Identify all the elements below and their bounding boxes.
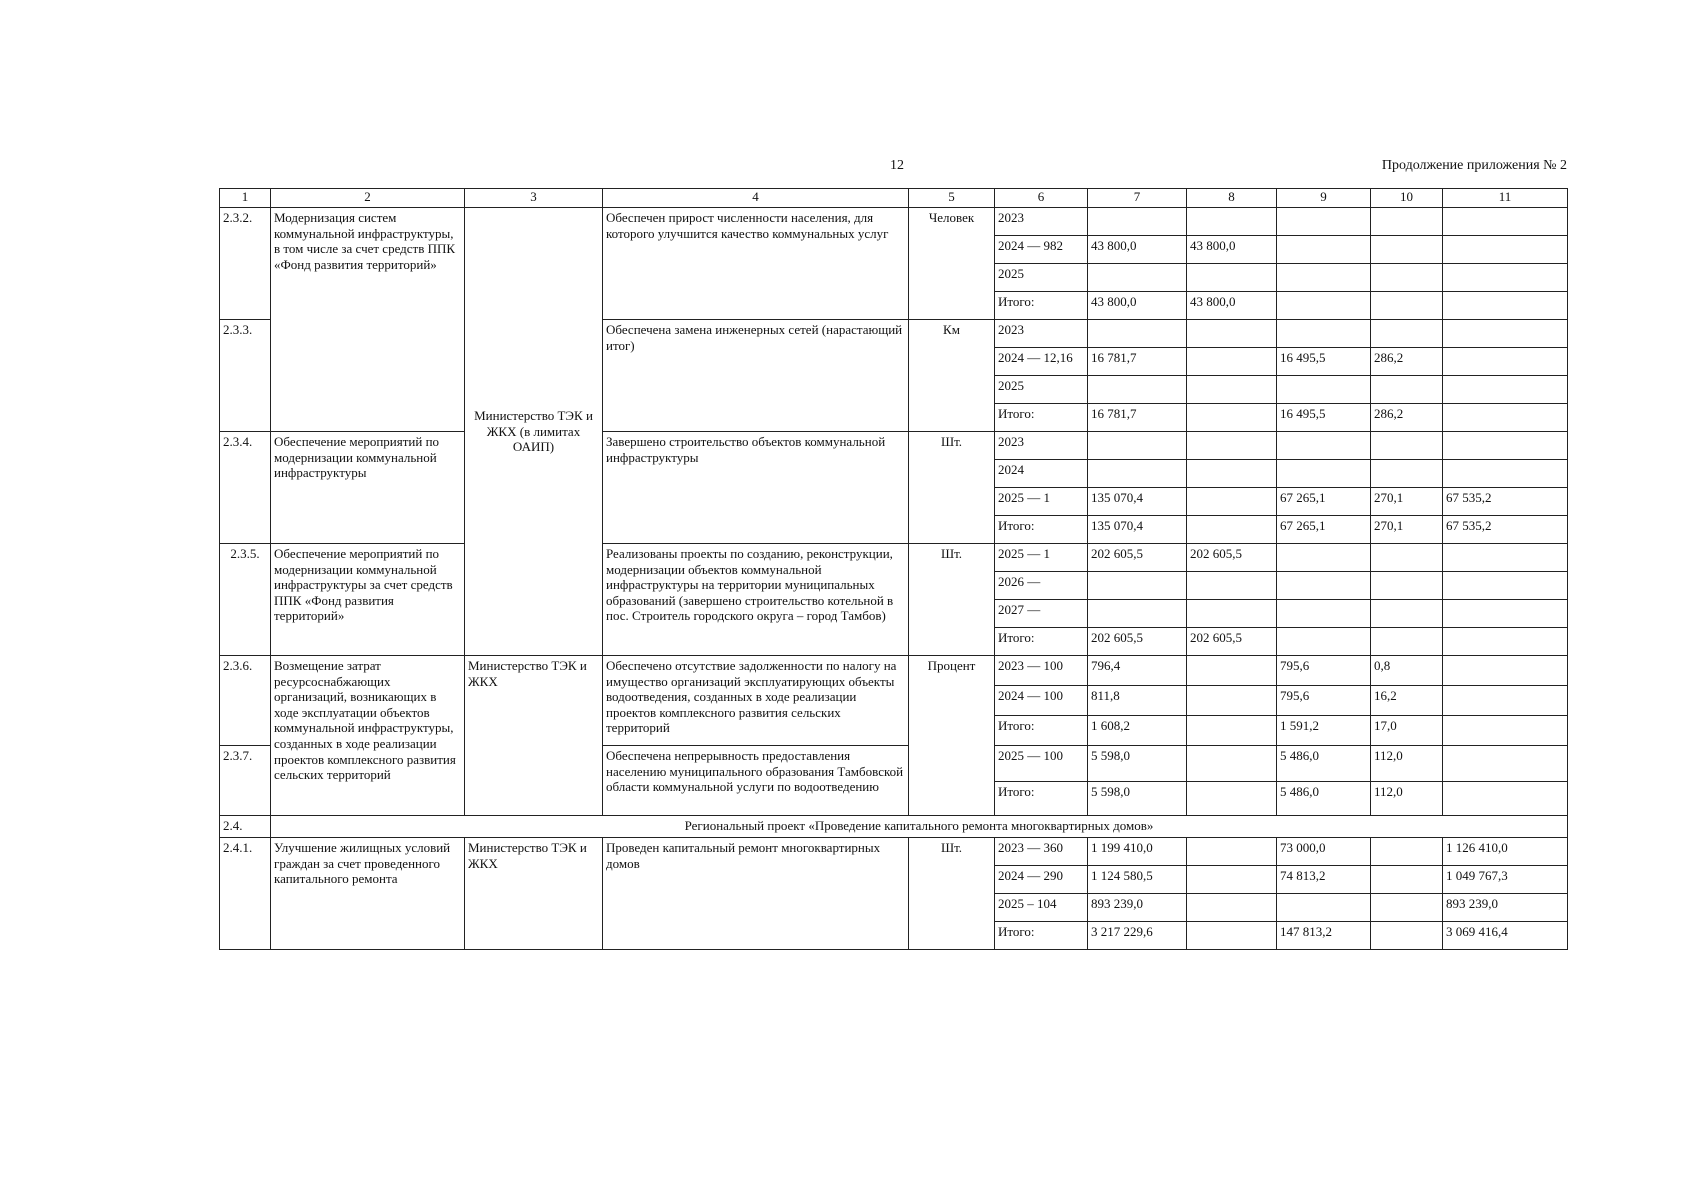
year-value: 2024 — 100: [995, 686, 1088, 716]
table-cell: [1371, 376, 1443, 404]
table-cell: [1371, 236, 1443, 264]
table-cell: [1187, 208, 1277, 236]
column-header: 6: [995, 189, 1088, 208]
table-cell: 811,8: [1088, 686, 1187, 716]
table-row: [220, 838, 1568, 866]
table-cell: 67 265,1: [1277, 516, 1371, 544]
table-cell: 5 598,0: [1088, 746, 1187, 782]
table-cell: 1 608,2: [1088, 716, 1187, 746]
table-cell: [1371, 866, 1443, 894]
row-number: 2.3.5.: [220, 544, 271, 656]
table-cell: 16,2: [1371, 686, 1443, 716]
table-cell: [1187, 264, 1277, 292]
table-cell: 147 813,2: [1277, 922, 1371, 950]
year-value: 2023: [995, 208, 1088, 236]
table-cell: 73 000,0: [1277, 838, 1371, 866]
table-cell: [1277, 572, 1371, 600]
table-cell: 135 070,4: [1088, 516, 1187, 544]
table-cell: 67 535,2: [1443, 488, 1568, 516]
table-cell: [1277, 208, 1371, 236]
table-cell: [1187, 404, 1277, 432]
table-cell: [1187, 348, 1277, 376]
table-cell: 67 265,1: [1277, 488, 1371, 516]
table-cell: [1371, 292, 1443, 320]
table-cell: 43 800,0: [1088, 236, 1187, 264]
table-cell: [1187, 746, 1277, 782]
unit: Шт.: [909, 838, 995, 950]
table-cell: [1088, 320, 1187, 348]
table-cell: [1088, 264, 1187, 292]
table-cell: [1187, 922, 1277, 950]
row-number: 2.3.7.: [220, 746, 271, 816]
result-description: Обеспечена замена инженерных сетей (нарастающий итог): [603, 320, 909, 432]
year-value: 2024: [995, 460, 1088, 488]
table-cell: [1187, 516, 1277, 544]
unit: Процент: [909, 656, 995, 816]
table-cell: [1443, 432, 1568, 460]
table-cell: 1 124 580,5: [1088, 866, 1187, 894]
table-cell: [1088, 208, 1187, 236]
table-cell: [1088, 376, 1187, 404]
measure-name: Возмещение затрат ресурсоснабжающих организаций, возникающих в ходе эксплуатации объектов коммунальной инфраструктуры, созданных в ходе реализации проектов комплексного развития сельских территорий: [271, 656, 465, 816]
table-cell: [1277, 600, 1371, 628]
table-cell: [1371, 628, 1443, 656]
row-number: 2.3.3.: [220, 320, 271, 432]
row-number: 2.3.2.: [220, 208, 271, 320]
table-cell: 16 781,7: [1088, 404, 1187, 432]
table-cell: 286,2: [1371, 404, 1443, 432]
table-cell: [1443, 746, 1568, 782]
table-cell: [1277, 376, 1371, 404]
year-value: 2024 — 982: [995, 236, 1088, 264]
row-number: 2.3.6.: [220, 656, 271, 746]
unit: Шт.: [909, 544, 995, 656]
table-cell: [1443, 460, 1568, 488]
table-cell: 112,0: [1371, 746, 1443, 782]
table-cell: 796,4: [1088, 656, 1187, 686]
table-cell: [1277, 894, 1371, 922]
table-cell: 67 535,2: [1443, 516, 1568, 544]
column-header: 11: [1443, 189, 1568, 208]
table-cell: [1187, 460, 1277, 488]
column-header: 4: [603, 189, 909, 208]
table-cell: [1187, 376, 1277, 404]
year-value: Итого:: [995, 782, 1088, 816]
column-header: 2: [271, 189, 465, 208]
table-cell: 5 486,0: [1277, 746, 1371, 782]
table-cell: [1443, 348, 1568, 376]
table-cell: [1187, 838, 1277, 866]
table-cell: 270,1: [1371, 516, 1443, 544]
result-description: Реализованы проекты по созданию, реконструкции, модернизации объектов коммунальной инфраструктуры на территории муниципальных образований (завершено строительство котельной в пос. Строитель городского округа – город Тамбов): [603, 544, 909, 656]
table-cell: [1443, 572, 1568, 600]
table-cell: [1088, 460, 1187, 488]
year-value: 2023: [995, 432, 1088, 460]
table-cell: [1187, 866, 1277, 894]
table-cell: [1187, 600, 1277, 628]
table-cell: [1187, 488, 1277, 516]
table-cell: 3 217 229,6: [1088, 922, 1187, 950]
table-cell: 1 126 410,0: [1443, 838, 1568, 866]
responsible-executor: Министерство ТЭК и ЖКХ: [465, 838, 603, 950]
table-cell: [1443, 782, 1568, 816]
year-value: Итого:: [995, 404, 1088, 432]
table-cell: [1187, 894, 1277, 922]
table-cell: [1187, 572, 1277, 600]
result-description: Обеспечено отсутствие задолженности по налогу на имущество организаций эксплуатирующих объекты водоотведения, созданных в ходе реализации проектов комплексного развития сельских территорий: [603, 656, 909, 746]
table-cell: [1187, 320, 1277, 348]
table-cell: 43 800,0: [1187, 236, 1277, 264]
table-cell: 5 486,0: [1277, 782, 1371, 816]
year-value: 2025: [995, 264, 1088, 292]
column-header: 5: [909, 189, 995, 208]
table-cell: [1443, 376, 1568, 404]
table-cell: 1 591,2: [1277, 716, 1371, 746]
table-cell: [1443, 236, 1568, 264]
table-cell: 112,0: [1371, 782, 1443, 816]
table-cell: [1088, 600, 1187, 628]
table-cell: 16 495,5: [1277, 404, 1371, 432]
result-description: Завершено строительство объектов коммунальной инфраструктуры: [603, 432, 909, 544]
section-row: [220, 816, 1568, 838]
table-cell: [1371, 600, 1443, 628]
year-value: 2024 — 12,16: [995, 348, 1088, 376]
responsible-executor: Министерство ТЭК и ЖКХ (в лимитах ОАИП): [465, 208, 603, 656]
year-value: Итого:: [995, 716, 1088, 746]
table-cell: 74 813,2: [1277, 866, 1371, 894]
table-cell: [1277, 320, 1371, 348]
table-cell: [1443, 600, 1568, 628]
table-cell: [1187, 716, 1277, 746]
table-cell: 286,2: [1371, 348, 1443, 376]
table-cell: 270,1: [1371, 488, 1443, 516]
year-value: 2024 — 290: [995, 866, 1088, 894]
table-cell: 795,6: [1277, 686, 1371, 716]
table-cell: [1443, 292, 1568, 320]
row-number: 2.3.4.: [220, 432, 271, 544]
year-value: 2023 — 360: [995, 838, 1088, 866]
column-header: 7: [1088, 189, 1187, 208]
table-cell: [1371, 894, 1443, 922]
table-cell: [1187, 656, 1277, 686]
table-cell: [1277, 264, 1371, 292]
year-value: Итого:: [995, 628, 1088, 656]
year-value: 2023: [995, 320, 1088, 348]
responsible-executor: Министерство ТЭК и ЖКХ: [465, 656, 603, 816]
table-cell: [1443, 208, 1568, 236]
table-cell: 135 070,4: [1088, 488, 1187, 516]
appendix-continuation: Продолжение приложения № 2: [1381, 158, 1567, 173]
result-description: Обеспечен прирост численности населения, для которого улучшится качество коммунальных услуг: [603, 208, 909, 320]
year-value: 2027 —: [995, 600, 1088, 628]
table-cell: [1371, 922, 1443, 950]
table-cell: [1277, 236, 1371, 264]
table-cell: [1443, 544, 1568, 572]
table-cell: [1443, 656, 1568, 686]
table-cell: 5 598,0: [1088, 782, 1187, 816]
table-cell: [1443, 404, 1568, 432]
table-cell: [1277, 544, 1371, 572]
table-cell: [1371, 432, 1443, 460]
year-value: Итого:: [995, 516, 1088, 544]
table-cell: [1187, 686, 1277, 716]
section-title: Региональный проект «Проведение капитального ремонта многоквартирных домов»: [271, 816, 1568, 838]
table-row: [220, 432, 1568, 460]
table-cell: [1277, 432, 1371, 460]
header-row: [220, 189, 1568, 208]
table-cell: [1187, 432, 1277, 460]
table-cell: 795,6: [1277, 656, 1371, 686]
year-value: Итого:: [995, 292, 1088, 320]
table-cell: 202 605,5: [1088, 628, 1187, 656]
table-cell: [1088, 572, 1187, 600]
table-cell: [1187, 782, 1277, 816]
appendix-table: [219, 188, 1568, 950]
table-cell: 202 605,5: [1187, 544, 1277, 572]
year-value: 2025 — 1: [995, 544, 1088, 572]
table-cell: 17,0: [1371, 716, 1443, 746]
table-cell: [1088, 432, 1187, 460]
table-cell: [1277, 460, 1371, 488]
result-description: Обеспечена непрерывность предоставления населению муниципального образования Тамбовской области коммунальной услуги по водоотведению: [603, 746, 909, 816]
unit: Шт.: [909, 432, 995, 544]
year-value: Итого:: [995, 922, 1088, 950]
table-cell: [1443, 264, 1568, 292]
table-cell: [1443, 320, 1568, 348]
table-cell: 202 605,5: [1088, 544, 1187, 572]
column-header: 9: [1277, 189, 1371, 208]
column-header: 10: [1371, 189, 1443, 208]
table-cell: 3 069 416,4: [1443, 922, 1568, 950]
year-value: 2025 — 100: [995, 746, 1088, 782]
table-cell: [1277, 628, 1371, 656]
measure-name: Улучшение жилищных условий граждан за счет проведенного капитального ремонта: [271, 838, 465, 950]
table-cell: 43 800,0: [1187, 292, 1277, 320]
year-value: 2025 – 104: [995, 894, 1088, 922]
table-row: [220, 656, 1568, 686]
table-cell: 893 239,0: [1443, 894, 1568, 922]
column-header: 3: [465, 189, 603, 208]
table-cell: 16 495,5: [1277, 348, 1371, 376]
row-number: 2.4.: [220, 816, 271, 838]
table-cell: [1277, 292, 1371, 320]
page-number: 12: [890, 158, 904, 173]
table-cell: 43 800,0: [1088, 292, 1187, 320]
year-value: 2026 —: [995, 572, 1088, 600]
result-description: Проведен капитальный ремонт многоквартирных домов: [603, 838, 909, 950]
table-cell: [1443, 628, 1568, 656]
table-cell: [1371, 544, 1443, 572]
year-value: 2025: [995, 376, 1088, 404]
table-row: [220, 544, 1568, 572]
table-cell: 893 239,0: [1088, 894, 1187, 922]
year-value: 2025 — 1: [995, 488, 1088, 516]
year-value: 2023 — 100: [995, 656, 1088, 686]
table-row: [220, 208, 1568, 236]
unit: Человек: [909, 208, 995, 320]
table-cell: 1 199 410,0: [1088, 838, 1187, 866]
row-number: 2.4.1.: [220, 838, 271, 950]
measure-name: Модернизация систем коммунальной инфраструктуры, в том числе за счет средств ППК «Фонд развития территорий»: [271, 208, 465, 432]
table-cell: [1371, 572, 1443, 600]
table-cell: [1371, 460, 1443, 488]
table-cell: 202 605,5: [1187, 628, 1277, 656]
table-cell: 0,8: [1371, 656, 1443, 686]
table-cell: [1443, 716, 1568, 746]
table-cell: 16 781,7: [1088, 348, 1187, 376]
column-header: 8: [1187, 189, 1277, 208]
table-cell: [1371, 838, 1443, 866]
table-cell: [1371, 264, 1443, 292]
table-cell: 1 049 767,3: [1443, 866, 1568, 894]
measure-name: Обеспечение мероприятий по модернизации коммунальной инфраструктуры: [271, 432, 465, 544]
measure-name: Обеспечение мероприятий по модернизации коммунальной инфраструктуры за счет средств ППК «Фонд развития территорий»: [271, 544, 465, 656]
unit: Км: [909, 320, 995, 432]
table-cell: [1371, 208, 1443, 236]
table-cell: [1443, 686, 1568, 716]
column-header: 1: [220, 189, 271, 208]
table-cell: [1371, 320, 1443, 348]
